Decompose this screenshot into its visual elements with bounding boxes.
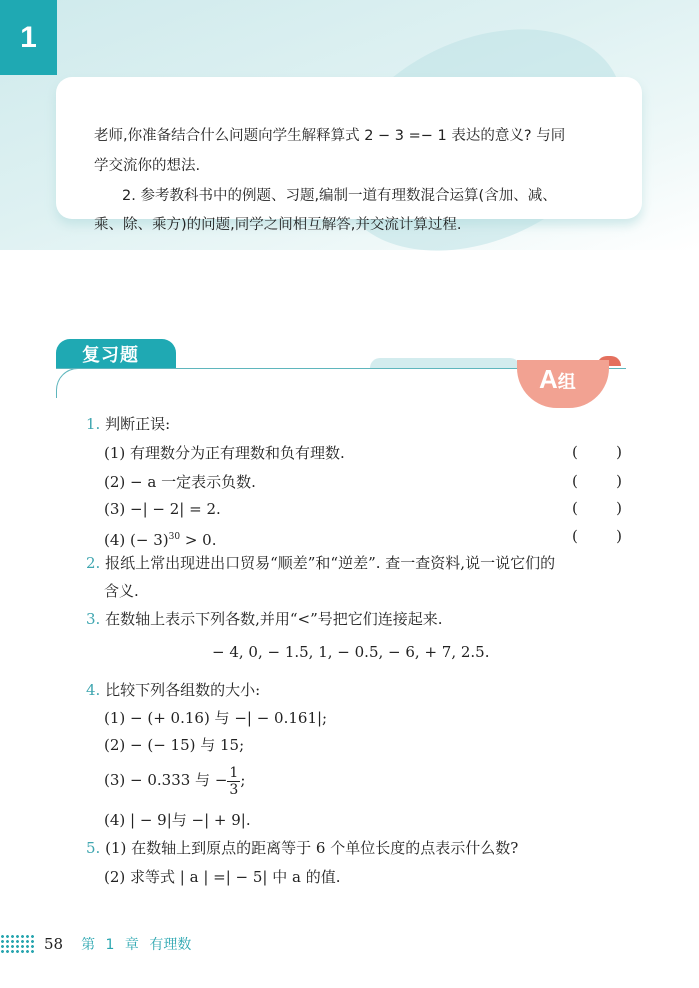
page-number: 58: [44, 935, 64, 953]
denominator: 3: [229, 781, 239, 798]
number-list: − 4, 0, − 1.5, 1, − 0.5, − 6, + 7, 2.5.: [212, 643, 490, 661]
question-1: [86, 414, 170, 434]
paren: ): [616, 472, 622, 490]
punct: ;: [240, 771, 246, 789]
intro-line: 乘、除、乘方)的问题,同学之间相互解答,并交流计算过程.: [94, 217, 462, 233]
q4-item3-base: (3) − 0.333 与 −: [104, 771, 228, 789]
intro-line: 2. 参考教科书中的例题、习题,编制一道有理数混合运算(含加、减、: [122, 188, 557, 204]
paren: (: [572, 527, 578, 545]
q4-item: [104, 760, 245, 800]
question-2: [86, 553, 555, 573]
q4-item: (1) − (+ 0.16) 与 −| − 0.161|;: [104, 709, 328, 727]
answer-blank[interactable]: [572, 499, 622, 517]
chapter-badge: 1: [0, 0, 57, 75]
paren: ): [616, 443, 622, 461]
question-5: [86, 838, 518, 858]
numerator: 1: [229, 764, 239, 781]
paren: ): [616, 527, 622, 545]
question-text: (1) 在数轴上到原点的距离等于 6 个单位长度的点表示什么数?: [105, 839, 519, 857]
question-number: 4.: [86, 681, 101, 699]
question-text: 判断正误:: [105, 415, 171, 433]
fraction: [227, 765, 240, 798]
intro-line: 学交流你的想法.: [94, 158, 201, 174]
paren: (: [572, 499, 578, 517]
q4-item: (2) − (− 15) 与 15;: [104, 736, 245, 754]
q1-item: (1) 有理数分为正有理数和负有理数.: [104, 444, 345, 462]
question-number: 2.: [86, 554, 101, 572]
q4-item: (4) | − 9|与 −| + 9|.: [104, 811, 251, 829]
paren: (: [572, 472, 578, 490]
q1-item4-base: (4) (− 3): [104, 531, 169, 549]
paren: (: [572, 443, 578, 461]
answer-blank[interactable]: [572, 527, 622, 545]
intro-line: 老师,你准备结合什么问题向学生解释算式 2 − 3 =− 1 表达的意义? 与同: [94, 128, 566, 144]
paren: ): [616, 499, 622, 517]
q1-item: [104, 527, 216, 550]
dot-arrow-icon: [0, 934, 34, 954]
group-badge: [517, 360, 609, 408]
section-divider-curve: [56, 368, 86, 398]
section-title: 复习题: [56, 339, 176, 369]
question-3: [86, 609, 443, 629]
question-number: 3.: [86, 610, 101, 628]
group-label: 组: [557, 372, 576, 392]
question-text: 报纸上常出现进出口贸易“顺差”和“逆差”. 查一查资料,说一说它们的: [105, 554, 556, 572]
exponent: 30: [168, 532, 181, 542]
page-footer: [0, 934, 191, 954]
answer-blank[interactable]: [572, 443, 622, 461]
q1-item: (3) −| − 2| = 2.: [104, 500, 221, 518]
question-text: 含义.: [104, 582, 139, 600]
question-number: 1.: [86, 415, 101, 433]
question-4: [86, 680, 260, 700]
answer-blank[interactable]: [572, 472, 622, 490]
question-text: 比较下列各组数的大小:: [105, 681, 261, 699]
q1-item4-tail: > 0.: [180, 531, 217, 549]
question-number: 5.: [86, 839, 101, 857]
group-letter: A: [539, 364, 558, 394]
question-text: 在数轴上表示下列各数,并用“<”号把它们连接起来.: [105, 610, 443, 628]
q5-item: (2) 求等式 | a | =| − 5| 中 a 的值.: [104, 868, 341, 886]
q1-item: (2) − a 一定表示负数.: [104, 473, 256, 491]
chapter-title: 第 1 章 有理数: [81, 937, 192, 953]
decorative-wave: [370, 358, 520, 368]
